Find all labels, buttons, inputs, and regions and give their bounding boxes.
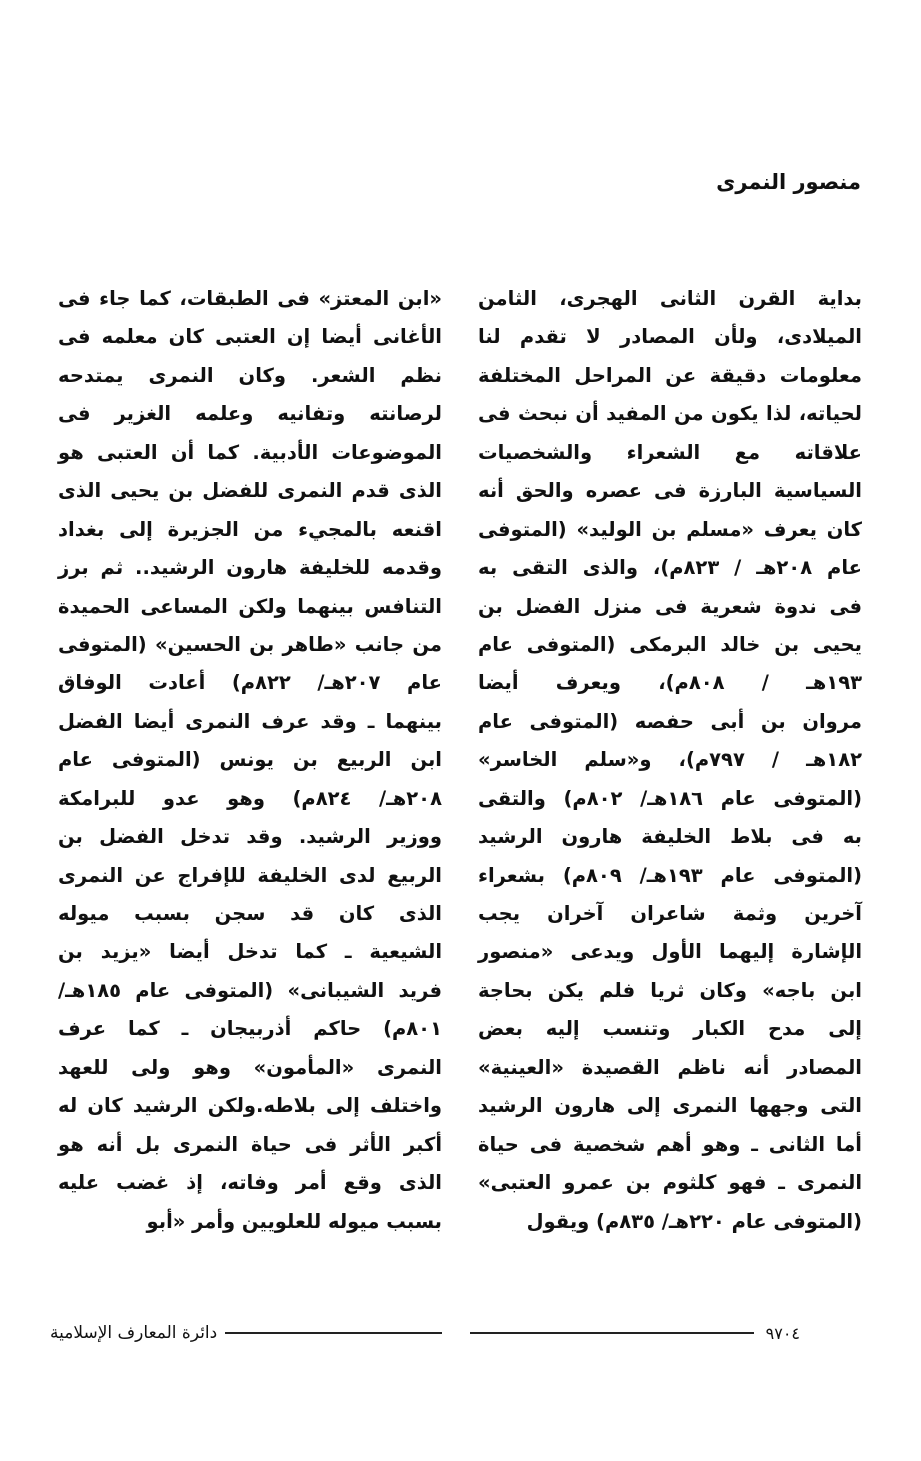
text-line: أما الثانى ـ وهو أهم شخصية فى حياة (478, 1132, 862, 1156)
text-line: الشيعية ـ كما تدخل أيضا «يزيد بن (58, 940, 442, 964)
text-line: ١٨٢هـ / ٧٩٧م)، و«سلم الخاسر» (478, 748, 863, 772)
page-number: ٩٧٠٤ (765, 1323, 800, 1343)
text-line: أكبر الأثر فى حياة النمرى بل أنه هو (58, 1132, 442, 1156)
footer-page-number (470, 1318, 800, 1348)
text-line: يحيى بن خالد البرمكى (المتوفى عام (478, 632, 862, 656)
text-line: النمرى «المأمون» وهو ولى للعهد (58, 1055, 442, 1079)
text-line: اقنعه بالمجيء من الجزيرة إلى بغداد (58, 517, 442, 541)
text-line: ٢٠٨هـ/ ٨٢٤م) وهو عدو للبرامكة (58, 786, 442, 810)
text-line: التى وجهها النمرى إلى هارون الرشيد (478, 1094, 862, 1118)
text-line: السياسية البارزة فى عصره والحق أنه (478, 479, 862, 503)
text-line: الربيع لدى الخليفة للإفراج عن النمرى (58, 863, 442, 887)
text-line: الذى وقع أمر وفاته، إذ غضب عليه (58, 1171, 442, 1195)
text-line: الإشارة إليهما الأول ويدعى «منصور (478, 940, 862, 964)
text-line: التنافس بينهما ولكن المساعى الحميدة (58, 594, 442, 618)
text-line: به فى بلاط الخليفة هارون الرشيد (478, 825, 862, 849)
text-line: معلومات دقيقة عن المراحل المختلفة (478, 363, 862, 387)
text-line: الذى كان قد سجن بسبب ميوله (58, 902, 442, 925)
text-line: مروان بن أبى حفصه (المتوفى عام (478, 709, 862, 733)
text-line: فى ندوة شعرية فى منزل الفضل بن (478, 594, 862, 618)
text-line: إلى مدح الكبار وتنسب إليه بعض (478, 1017, 862, 1041)
text-line: فريد الشيبانى» (المتوفى عام ١٨٥هـ/ (58, 978, 442, 1002)
text-line: ووزير الرشيد. وقد تدخل الفضل بن (58, 825, 442, 849)
journal-title: دائرة المعارف الإسلامية (50, 1323, 218, 1343)
left-text-column (58, 280, 442, 1241)
text-line: «ابن المعتز» فى الطبقات، كما جاء فى (58, 287, 442, 310)
footer-journal (50, 1318, 442, 1348)
text-line: من جانب «طاهر بن الحسين» (المتوفى (58, 632, 442, 656)
text-line: بداية القرن الثانى الهجرى، الثامن (478, 287, 862, 310)
right-text-column (478, 280, 862, 1241)
text-line: بينهما ـ وقد عرف النمرى أيضا الفضل (58, 709, 442, 733)
text-line: ابن باجه» وكان ثريا فلم يكن بحاجة (478, 978, 862, 1002)
text-line: (المتوفى عام ١٨٦هـ/ ٨٠٢م) والتقى (478, 786, 862, 810)
text-line: علاقاته مع الشعراء والشخصيات (478, 440, 862, 464)
text-line: الميلادى، ولأن المصادر لا تقدم لنا (478, 325, 862, 349)
text-line: لرصانته وتفانيه وعلمه الغزير فى (58, 402, 442, 426)
text-line: ابن الربيع بن يونس (المتوفى عام (58, 748, 442, 772)
text-line: عام ٢٠٨هـ / ٨٢٣م)، والذى التقى به (478, 556, 862, 580)
text-line: بسبب ميوله للعلويين وأمر «أبو (146, 1209, 442, 1233)
text-line: الذى قدم النمرى للفضل بن يحيى الذى (58, 479, 442, 503)
text-line: نظم الشعر. وكان النمرى يمتدحه (58, 363, 442, 387)
text-line: ١٩٣هـ / ٨٠٨م)، ويعرف أيضا (478, 671, 863, 695)
text-line: وقدمه للخليفة هارون الرشيد.. ثم برز (58, 556, 442, 580)
footer-rule (470, 1332, 754, 1334)
text-line: النمرى ـ فهو كلثوم بن عمرو العتبى» (478, 1171, 862, 1195)
text-line: لحياته، لذا يكون من المفيد أن نبحث فى (478, 402, 862, 426)
text-line: (المتوفى عام ١٩٣هـ/ ٨٠٩م) بشعراء (478, 863, 862, 887)
text-line: عام ٢٠٧هـ/ ٨٢٢م) أعادت الوفاق (58, 671, 442, 695)
text-line: المصادر أنه ناظم القصيدة «العينية» (478, 1055, 862, 1079)
text-line: واختلف إلى بلاطه.ولكن الرشيد كان له (58, 1094, 442, 1118)
text-line: ٨٠١م) حاكم أذربيجان ـ كما عرف (58, 1017, 442, 1041)
footer-rule (225, 1332, 442, 1334)
text-line: آخرين وثمة شاعران آخران يجب (478, 902, 862, 925)
text-line: (المتوفى عام ٢٢٠هـ/ ٨٣٥م) ويقول (526, 1209, 862, 1233)
text-line: الموضوعات الأدبية. كما أن العتبى هو (58, 440, 442, 464)
running-header: منصور النمرى (716, 170, 861, 194)
text-line: كان يعرف «مسلم بن الوليد» (المتوفى (478, 517, 862, 541)
text-line: الأغانى أيضا إن العتبى كان معلمه فى (58, 325, 442, 349)
